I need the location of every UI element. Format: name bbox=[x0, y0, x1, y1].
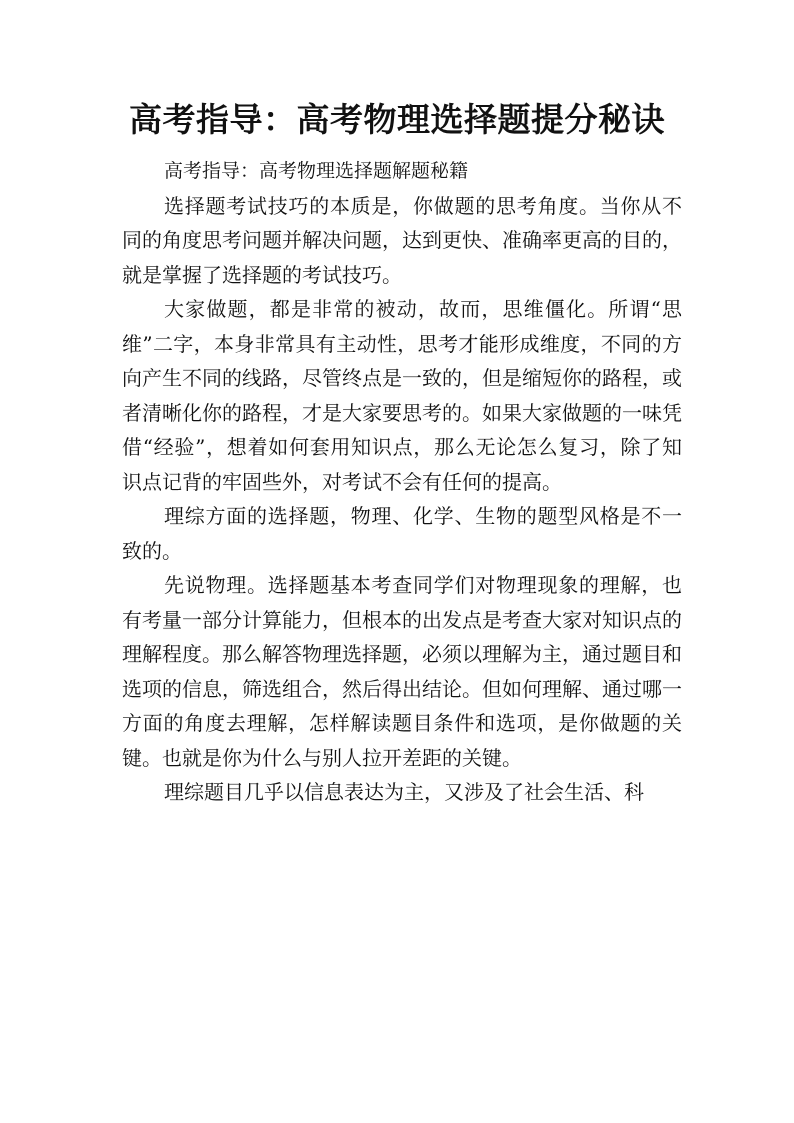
paragraph: 先说物理。选择题基本考查同学们对物理现象的理解，也有考量一部分计算能力，但根本的出发点是考查大家对知识点的理解程度。那么解答物理选择题，必须以理解为主，通过题目和选项的信息，筛选组合，然后得出结论。但如何理解、通过哪一方面的角度去理解，怎样解读题目条件和选项，是你做题的关键。也就是你为什么与别人拉开差距的关键。 bbox=[122, 573, 682, 770]
document-body bbox=[122, 154, 682, 810]
paragraph: 选择题考试技巧的本质是，你做题的思考角度。当你从不同的角度思考问题并解决问题，达到更快、准确率更高的目的，就是掌握了选择题的考试技巧。 bbox=[122, 193, 682, 287]
paragraph: 理综题目几乎以信息表达为主，又涉及了社会生活、科 bbox=[164, 780, 644, 804]
document-subtitle: 高考指导：高考物理选择题解题秘籍 bbox=[164, 160, 469, 182]
paragraph: 理综方面的选择题，物理、化学、生物的题型风格是不一致的。 bbox=[122, 504, 682, 563]
paragraph: 大家做题，都是非常的被动，故而，思维僵化。所谓“思维”二字，本身非常具有主动性，思考才能形成维度，不同的方向产生不同的线路，尽管终点是一致的，但是缩短你的路程，或者清晰化你的路程，才是大家要思考的。如果大家做题的一味凭借“经验”，想着如何套用知识点，那么无论怎么复习，除了知识点记背的牢固些外，对考试不会有任何的提高。 bbox=[122, 297, 682, 494]
document-title: 高考指导：高考物理选择题提分秘诀 bbox=[129, 100, 665, 139]
